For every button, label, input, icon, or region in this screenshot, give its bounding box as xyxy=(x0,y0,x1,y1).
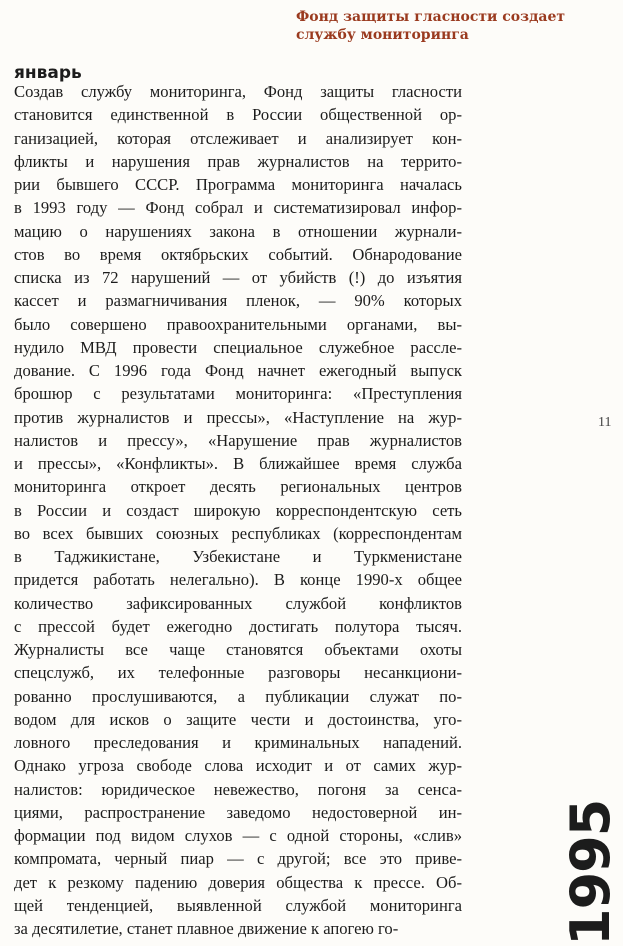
text-line: против журналистов и прессы», «Наступление на жур- xyxy=(14,407,462,427)
text-line: мацию о нарушениях закона в отношении журнали- xyxy=(14,221,462,241)
running-header-line-2: службу мониторинга xyxy=(296,27,469,43)
month-heading: январь xyxy=(14,63,82,83)
running-header xyxy=(296,8,596,44)
text-line: Создав службу мониторинга, Фонд защиты гласности xyxy=(14,82,462,101)
text-line: фликты и нарушения прав журналистов на террито- xyxy=(14,151,462,171)
text-line: налистов и прессу», «Нарушение прав журналистов xyxy=(14,430,462,450)
text-line: мониторинга откроет десять региональных центров xyxy=(14,477,462,497)
text-line: стов во время октябрьских событий. Обнародование xyxy=(14,244,462,264)
text-line: Однако угроза свободе слова исходит и от самих жур- xyxy=(14,756,462,776)
text-line: циями, распространение заведомо недостоверной ин- xyxy=(14,802,462,822)
page-number: 11 xyxy=(598,415,612,430)
text-line: за десятилетие, станет плавное движение к апогею го- xyxy=(14,919,399,938)
text-line: ловного преследования и криминальных нападений. xyxy=(14,733,462,752)
text-line: в России и создаст широкую корреспондентскую сеть xyxy=(14,500,462,520)
text-line: формации под видом слухов — с одной стороны, «слив» xyxy=(14,826,462,845)
text-line: с прессой будет ежегодно достигать полутора тысяч. xyxy=(14,616,462,636)
text-line: брошюр с результатами мониторинга: «Преступления xyxy=(14,384,462,404)
text-line: рованно прослушиваются, а публикации служат по- xyxy=(14,686,462,706)
body-text xyxy=(14,80,462,940)
text-line: придется работать нелегально). В конце 1990-х общее xyxy=(14,570,462,590)
text-line: рии бывшего СССР. Программа мониторинга началась xyxy=(14,175,462,194)
text-line: налистов: юридическое невежество, погоня за сенса- xyxy=(14,779,462,799)
text-line: становится единственной в России общественной ор- xyxy=(14,105,462,125)
text-line: дование. С 1996 года Фонд начнет ежегодный выпуск xyxy=(14,361,462,380)
text-line: ганизацией, которая отслеживает и анализирует кон- xyxy=(14,128,462,148)
text-line: кассет и размагничивания пленок, — 90% которых xyxy=(14,291,462,311)
text-line: и прессы», «Конфликты». В ближайшее время служба xyxy=(14,454,462,473)
text-line: в Таджикистане, Узбекистане и Туркменистане xyxy=(14,547,462,566)
text-line: было совершено правоохранительными органами, вы- xyxy=(14,314,462,334)
year-marker: 1995 xyxy=(559,799,622,946)
text-line: водом для исков о защите чести и достоинства, уго- xyxy=(14,709,462,729)
text-line: Журналисты все чаще становятся объектами охоты xyxy=(14,640,462,659)
text-line: количество зафиксированных службой конфликтов xyxy=(14,593,462,613)
text-line: в 1993 году — Фонд собрал и систематизировал инфор- xyxy=(14,198,462,218)
text-line: нудило МВД провести специальное служебное рассле- xyxy=(14,337,462,357)
text-line: списка из 72 нарушений — от убийств (!) до изъятия xyxy=(14,268,462,287)
text-line: спецслужб, их телефонные разговоры несанкциони- xyxy=(14,663,462,683)
text-line: компромата, черный пиар — с другой; все это приве- xyxy=(14,849,462,869)
running-header-line-1: Фонд защиты гласности создает xyxy=(296,9,566,25)
text-line: во всех бывших союзных республиках (корреспондентам xyxy=(14,523,462,543)
text-line: дет к резкому падению доверия общества к прессе. Об- xyxy=(14,872,462,892)
text-line: щей тенденцией, выявленной службой мониторинга xyxy=(14,895,462,915)
